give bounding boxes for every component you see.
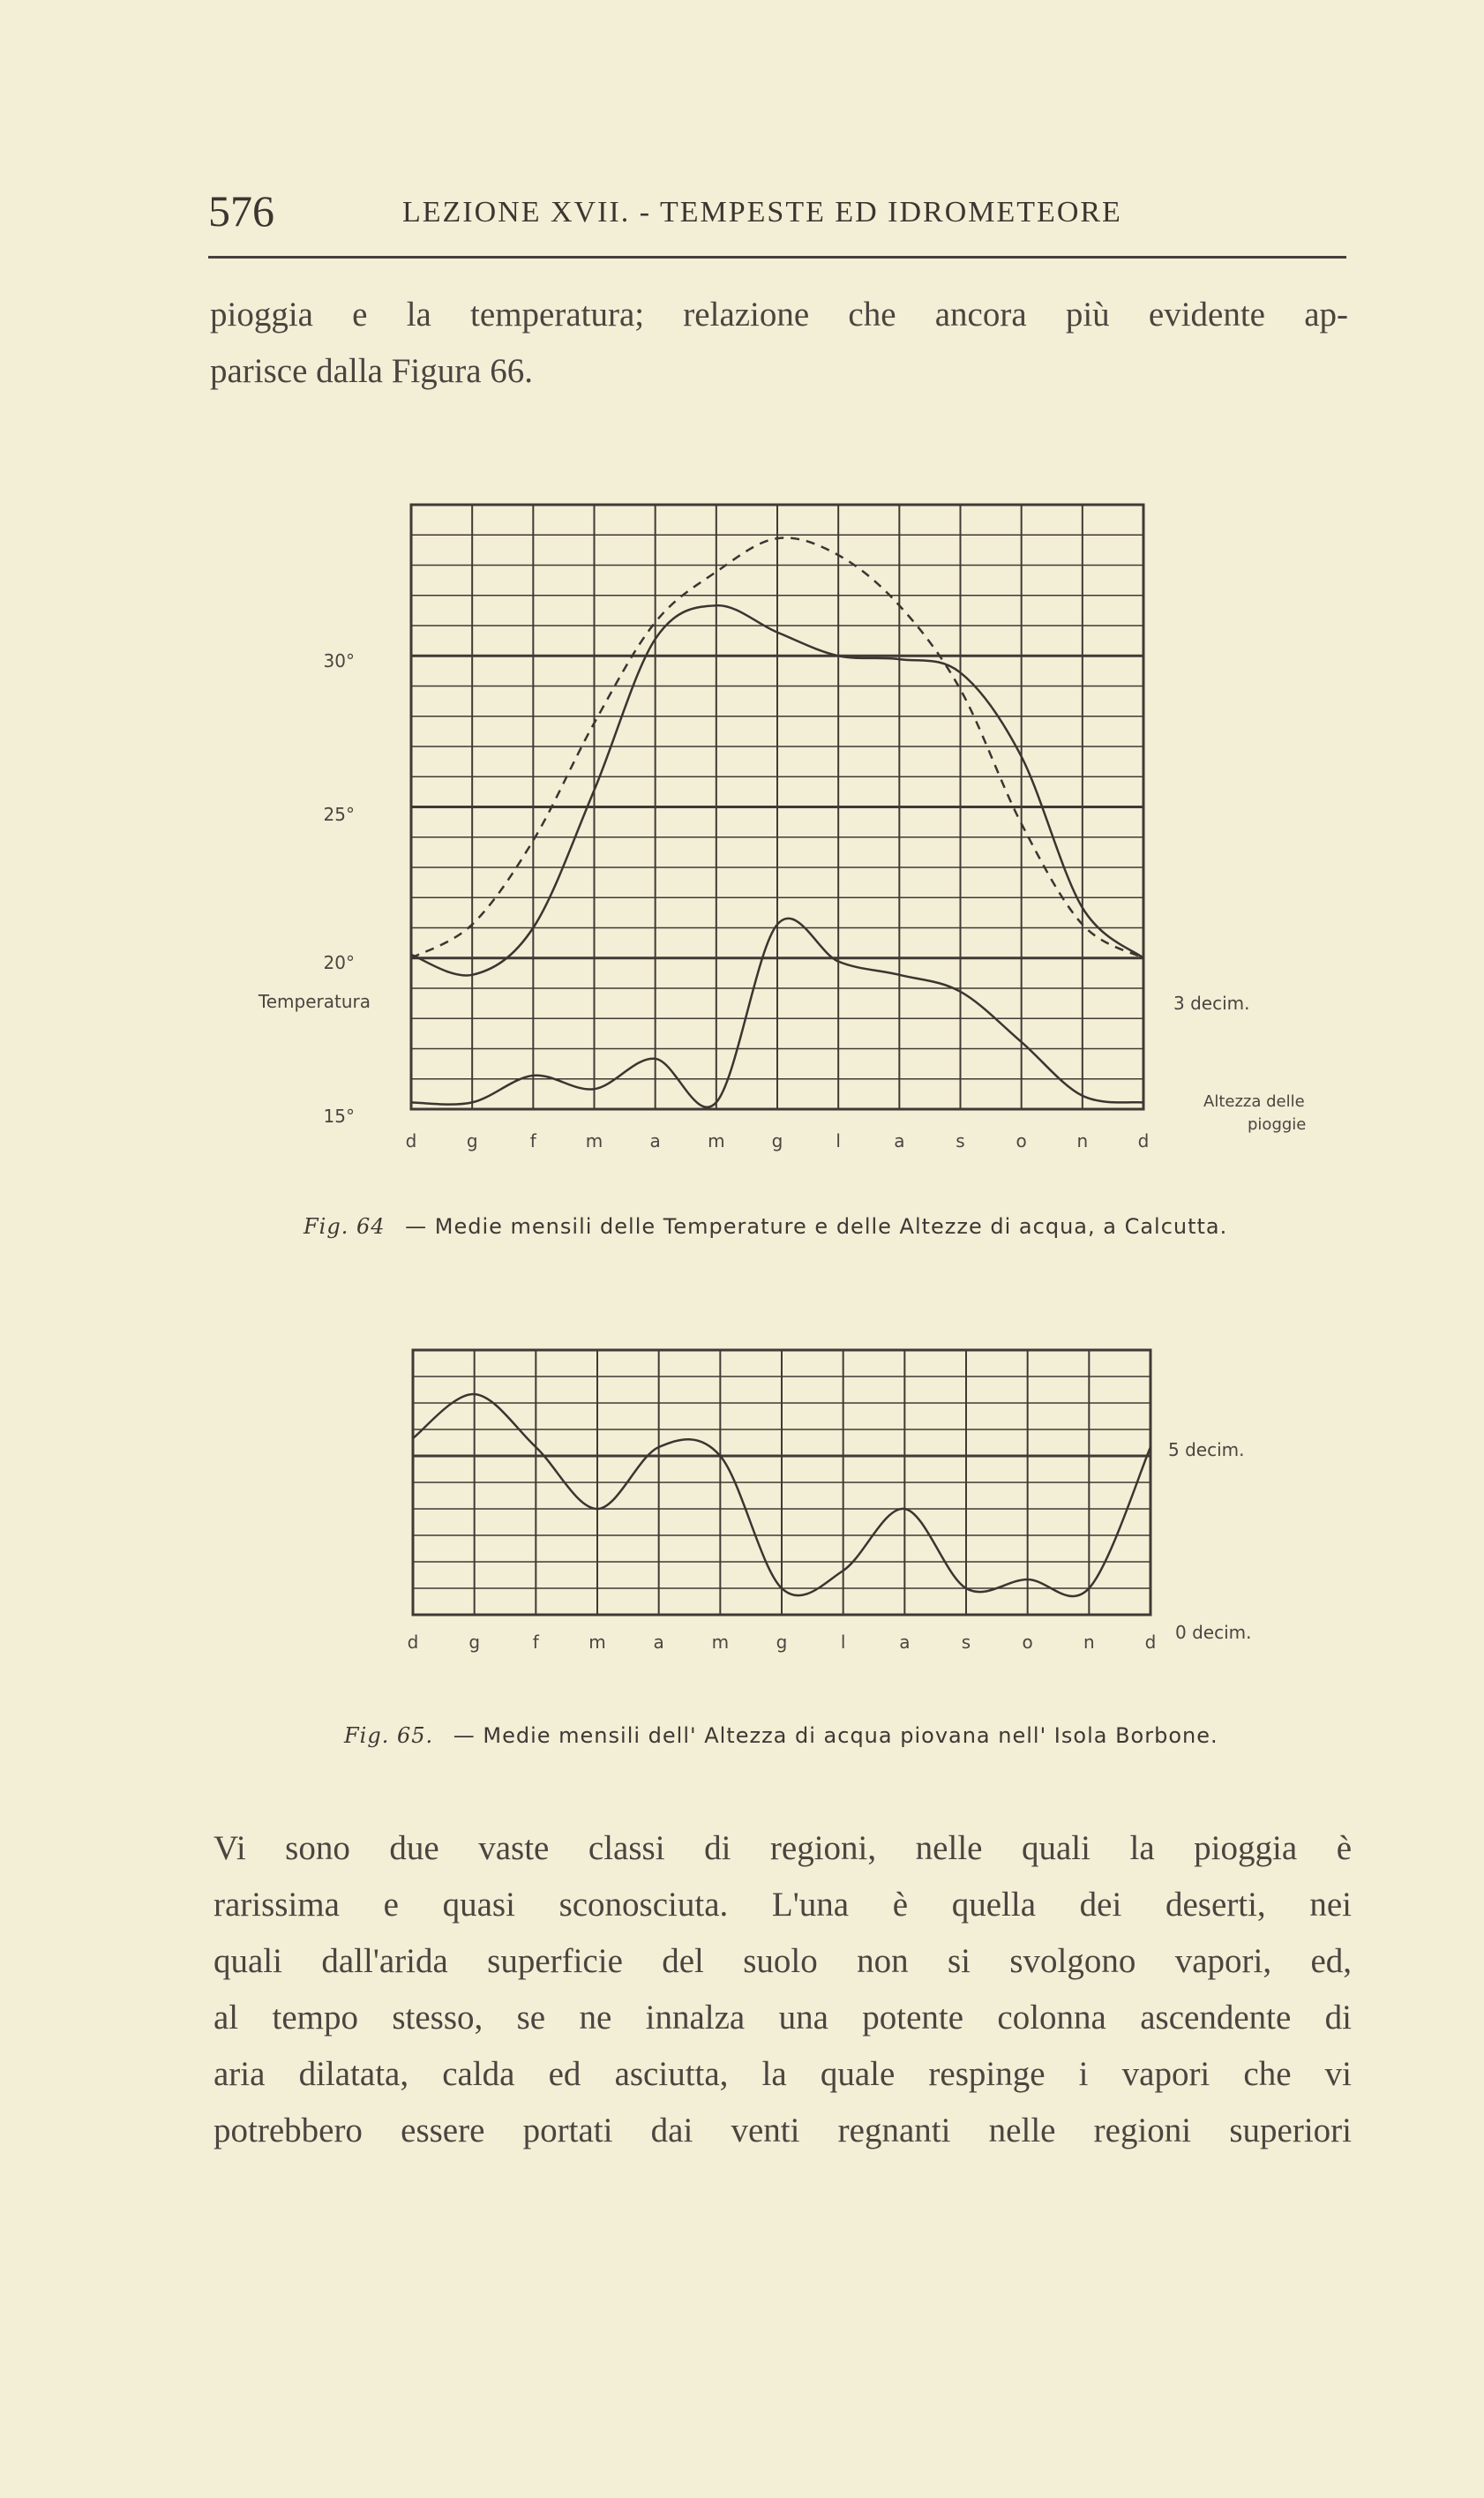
figure-label: Fig. 65. xyxy=(344,1723,434,1748)
month-label: g xyxy=(776,1632,788,1653)
figure-64-chart xyxy=(258,494,1341,1182)
right-labels xyxy=(1168,1439,1251,1643)
paragraph-top xyxy=(210,287,1348,400)
text-line: al tempo stesso, se ne innalza una potente colonna ascendente di xyxy=(214,1999,1352,2037)
month-label: l xyxy=(836,1130,841,1151)
right-labels xyxy=(1173,993,1306,1134)
month-label: g xyxy=(468,1632,481,1653)
chart-grid xyxy=(413,1350,1150,1615)
text-line: Vi sono due vaste classi di regioni, nelle quali la pioggia è xyxy=(214,1829,1352,1867)
month-label: n xyxy=(1076,1130,1089,1151)
month-label: g xyxy=(466,1130,478,1151)
scale-label-bottom: Altezza delle xyxy=(1203,1092,1305,1111)
scale-label-bottom: 0 decim. xyxy=(1175,1622,1252,1643)
caption-text: — Medie mensili delle Temperature e delle Altezze di acqua, a Calcutta. xyxy=(405,1214,1228,1239)
month-label: o xyxy=(1022,1632,1033,1653)
y-tick-label: 20° xyxy=(323,952,355,973)
month-label: m xyxy=(708,1130,725,1151)
month-label: a xyxy=(653,1632,664,1653)
y-tick-label: 25° xyxy=(323,804,355,825)
month-label: s xyxy=(961,1632,971,1653)
figure-65-caption xyxy=(344,1723,1218,1748)
month-label: d xyxy=(405,1130,417,1151)
month-label: f xyxy=(529,1130,536,1151)
month-label: d xyxy=(1137,1130,1150,1151)
scale-label-top: 5 decim. xyxy=(1168,1439,1245,1460)
month-labels xyxy=(408,1632,1157,1653)
text-line: potrebbero essere portati dai venti regnanti nelle regioni superiori xyxy=(214,2112,1352,2149)
text-line: aria dilatata, calda ed asciutta, la quale respinge i vapori che vi xyxy=(214,2055,1352,2093)
page-number: 576 xyxy=(208,186,274,236)
month-label: n xyxy=(1083,1632,1095,1653)
month-label: o xyxy=(1016,1130,1027,1151)
header-rule xyxy=(208,256,1346,259)
month-labels xyxy=(406,1130,1150,1151)
month-label: m xyxy=(588,1632,606,1653)
text-line: pioggia e la temperatura; relazione che ancora più evidente ap- xyxy=(210,296,1348,334)
y-axis-title: Temperatura xyxy=(258,991,371,1012)
month-label: a xyxy=(899,1632,911,1653)
month-label: m xyxy=(711,1632,730,1653)
scale-label-top: 3 decim. xyxy=(1173,993,1250,1014)
paragraph-bottom xyxy=(214,1820,1352,2159)
month-label: d xyxy=(407,1632,419,1653)
month-label: g xyxy=(771,1130,783,1151)
figure-64-caption xyxy=(304,1214,1227,1239)
y-tick-label: 30° xyxy=(323,650,355,671)
text-line: quali dall'arida superficie del suolo non si svolgono vapori, ed, xyxy=(214,1942,1352,1980)
chart-grid xyxy=(411,505,1143,1109)
month-label: m xyxy=(585,1130,603,1151)
month-label: l xyxy=(840,1632,846,1653)
y-tick-label: 15° xyxy=(323,1106,355,1127)
month-label: a xyxy=(894,1130,905,1151)
text-line: parisce dalla Figura 66. xyxy=(210,352,534,390)
caption-text: — Medie mensili dell' Altezza di acqua piovana nell' Isola Borbone. xyxy=(453,1723,1218,1748)
text-line: rarissima e quasi sconosciuta. L'una è quella dei deserti, nei xyxy=(214,1886,1352,1924)
chapter-title: LEZIONE XVII. - TEMPESTE ED IDROMETEORE xyxy=(402,196,1122,229)
figure-label: Fig. 64 xyxy=(304,1214,386,1239)
month-label: d xyxy=(1144,1632,1157,1653)
running-head xyxy=(208,185,1346,238)
figure-65-chart xyxy=(379,1341,1306,1659)
month-label: f xyxy=(532,1632,539,1653)
month-label: s xyxy=(956,1130,965,1151)
y-axis-labels xyxy=(258,650,371,1127)
scale-label-bottom: pioggie xyxy=(1248,1115,1307,1134)
month-label: a xyxy=(649,1130,661,1151)
